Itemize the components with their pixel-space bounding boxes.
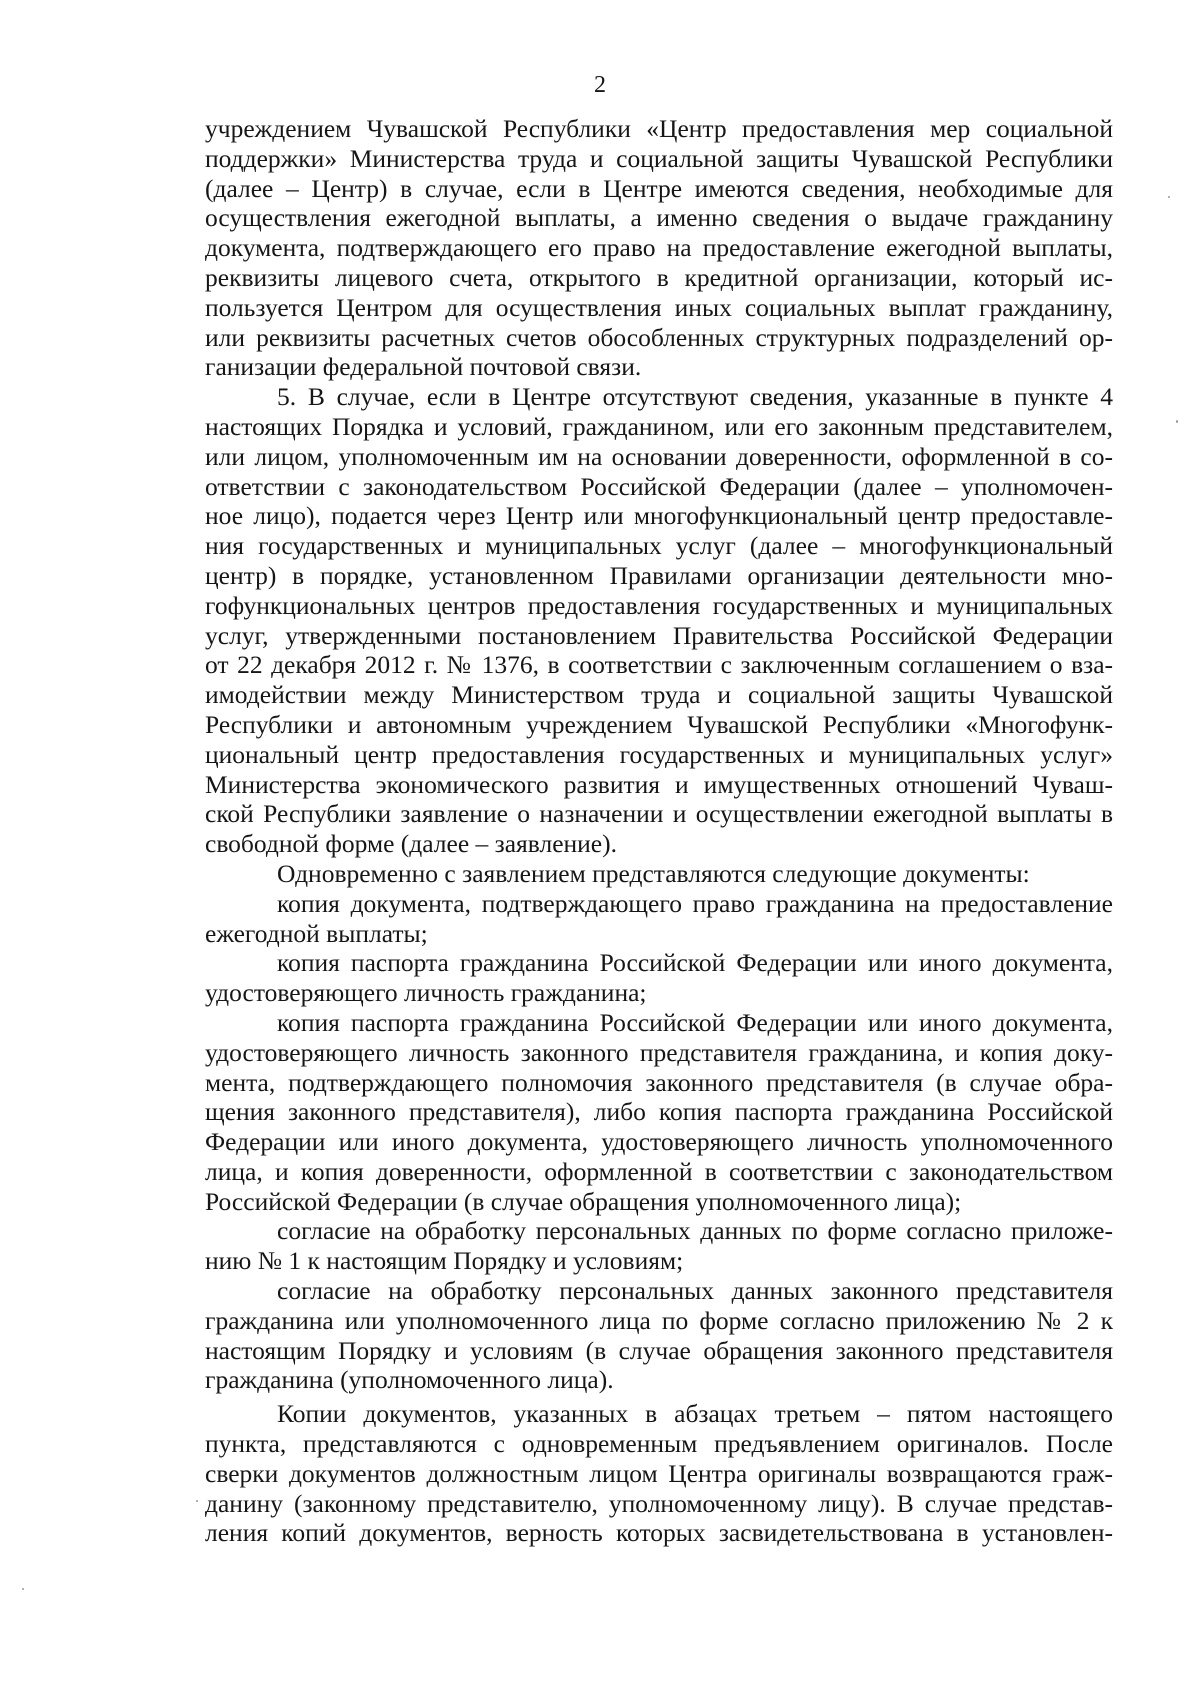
text-line: настоящим Порядку и условиям (в случае обращения законного представителя [205, 1335, 1113, 1365]
text-line: реквизиты лицевого счета, открытого в кредитной организации, который ис- [205, 262, 1113, 292]
text-line: удостоверяющего личность гражданина; [205, 978, 647, 1008]
text-line: ской Республики заявление о назначении и осуществлении ежегодной выплаты в [205, 799, 1113, 829]
text-line: Копии документов, указанных в абзацах третьем – пятом настоящего [277, 1399, 1113, 1429]
text-line: свободной форме (далее – заявление). [205, 829, 617, 859]
text-line: гражданина (уполномоченного лица). [205, 1365, 614, 1395]
text-line: пользуется Центром для осуществления иных социальных выплат гражданину, [205, 292, 1113, 322]
text-line: или реквизиты расчетных счетов обособленных структурных подразделений ор- [205, 322, 1113, 352]
text-line: щения законного представителя), либо копия паспорта гражданина Российской [205, 1097, 1113, 1127]
scan-speck [1176, 420, 1178, 423]
text-line: поддержки» Министерства труда и социальной защиты Чувашской Республики [205, 143, 1113, 173]
text-line: циональный центр предоставления государственных и муниципальных услуг» [205, 739, 1113, 769]
text-line: ное лицо), подается через Центр или многофункциональный центр предоставле- [205, 501, 1113, 531]
text-line: настоящих Порядка и условий, гражданином, или его законным представителем, [205, 411, 1113, 441]
text-line: имодействии между Министерством труда и социальной защиты Чувашской [205, 680, 1113, 710]
text-line: ежегодной выплаты; [205, 918, 428, 948]
text-line: 5. В случае, если в Центре отсутствуют сведения, указанные в пункте 4 [277, 382, 1113, 412]
text-line: гражданина или уполномоченного лица по форме согласно приложению № 2 к [205, 1305, 1113, 1335]
text-line: гофункциональных центров предоставления государственных и муниципальных [205, 590, 1113, 620]
text-line: Федерации или иного документа, удостоверяющего личность уполномоченного [205, 1127, 1113, 1157]
text-line: или лицом, уполномоченным им на основании доверенности, оформленной в со- [205, 441, 1113, 471]
text-line: документа, подтверждающего его право на предоставление ежегодной выплаты, [205, 233, 1113, 263]
text-line: от 22 декабря 2012 г. № 1376, в соответствии с заключенным соглашением о вза- [205, 650, 1113, 680]
text-line: копия паспорта гражданина Российской Федерации или иного документа, [277, 948, 1113, 978]
text-line: согласие на обработку персональных данных по форме согласно приложе- [277, 1216, 1113, 1246]
text-line: центр) в порядке, установленном Правилами организации деятельности мно- [205, 560, 1113, 590]
text-line: согласие на обработку персональных данных законного представителя [277, 1276, 1113, 1306]
text-line: Республики и автономным учреждением Чувашской Республики «Многофунк- [205, 709, 1113, 739]
text-line: (далее – Центр) в случае, если в Центре имеются сведения, необходимые для [205, 173, 1113, 203]
page-number: 2 [594, 72, 606, 98]
text-line: копия паспорта гражданина Российской Федерации или иного документа, [277, 1007, 1113, 1037]
body-text [205, 114, 1113, 1548]
scan-speck [196, 1500, 198, 1502]
text-line: пункта, представляются с одновременным предъявлением оригиналов. После [205, 1429, 1113, 1459]
text-line: лица, и копия доверенности, оформленной в соответствии с законодательством [205, 1156, 1113, 1186]
text-line: данину (законному представителю, уполномоченному лицу). В случае представ- [205, 1488, 1113, 1518]
text-line: удостоверяющего личность законного представителя гражданина, и копия доку- [205, 1037, 1113, 1067]
text-line: нию № 1 к настоящим Порядку и условиям; [205, 1246, 684, 1276]
text-line: сверки документов должностным лицом Центра оригиналы возвращаются граж- [205, 1458, 1113, 1488]
text-line: копия документа, подтверждающего право гражданина на предоставление [277, 888, 1113, 918]
text-line: ответствии с законодательством Российской Федерации (далее – уполномочен- [205, 471, 1113, 501]
text-line: Одновременно с заявлением представляются следующие документы: [277, 858, 1030, 888]
text-line: учреждением Чувашской Республики «Центр предоставления мер социальной [205, 114, 1113, 143]
text-line: Российской Федерации (в случае обращения уполномоченного лица); [205, 1186, 962, 1216]
text-line: мента, подтверждающего полномочия законного представителя (в случае обра- [205, 1067, 1113, 1097]
scan-speck [22, 1588, 24, 1590]
text-line: осуществления ежегодной выплаты, а именно сведения о выдаче гражданину [205, 203, 1113, 233]
text-line: ления копий документов, верность которых засвидетельствована в установлен- [205, 1518, 1113, 1548]
text-line: ганизации федеральной почтовой связи. [205, 352, 642, 382]
text-line: услуг, утвержденными постановлением Правительства Российской Федерации [205, 620, 1113, 650]
text-line: Министерства экономического развития и имущественных отношений Чуваш- [205, 769, 1113, 799]
text-line: ния государственных и муниципальных услуг (далее – многофункциональный [205, 531, 1113, 561]
scan-speck [1168, 196, 1170, 198]
